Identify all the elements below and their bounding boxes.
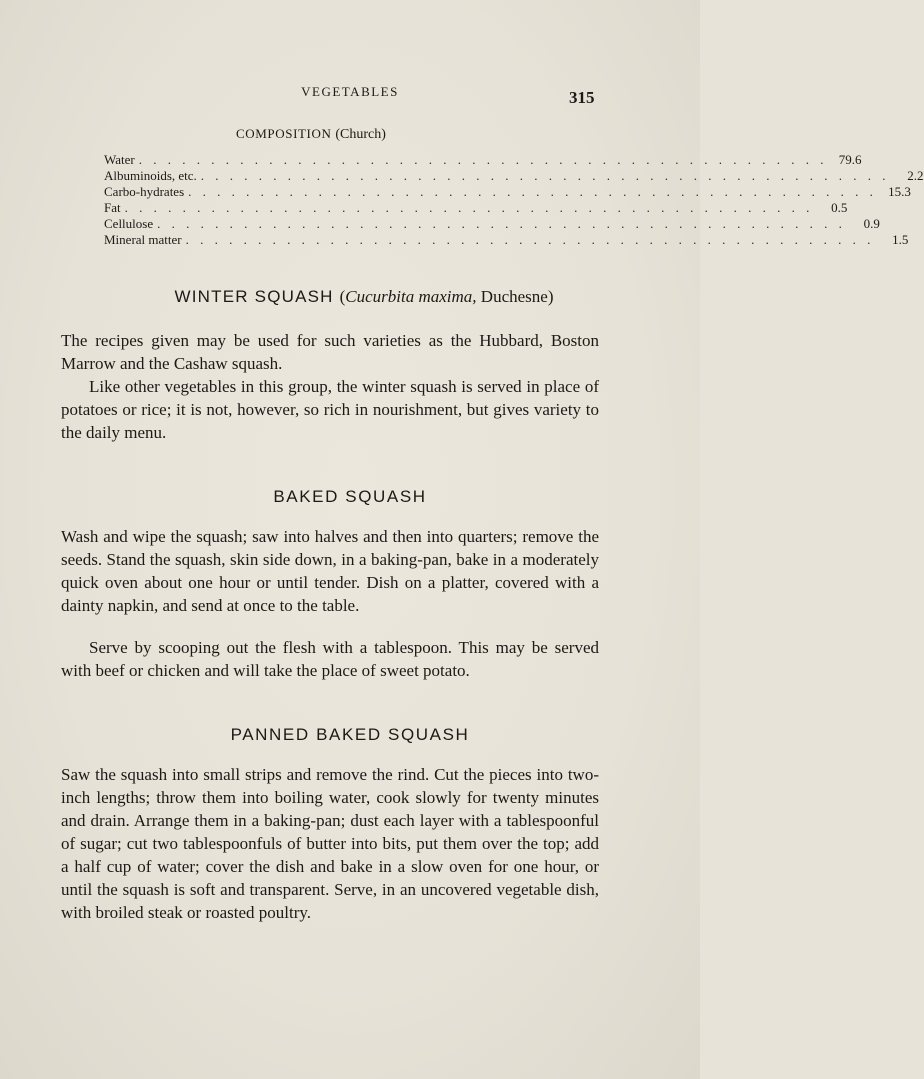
composition-row-mineral-matter — [104, 232, 909, 248]
sci-binomial: Cucurbita maxima, — [345, 287, 477, 306]
composition-title-text: COMPOSITION — [236, 126, 332, 141]
leader-dots: . . . . . . . . . . . . . . . . . . . . . . . . . . . . . . . . . . . . . . . . . . . . . . . . — [138, 152, 828, 167]
winter-squash-title: WINTER SQUASH — [174, 287, 334, 306]
composition-source: (Church) — [335, 127, 386, 142]
composition-row-carbohydrates — [104, 184, 911, 200]
composition-title — [236, 126, 386, 143]
leader-dots: . . . . . . . . . . . . . . . . . . . . . . . . . . . . . . . . . . . . . . . . . . . . . . . . — [200, 168, 890, 183]
leader-dots: . . . . . . . . . . . . . . . . . . . . . . . . . . . . . . . . . . . . . . . . . . . . . . . . — [185, 232, 875, 247]
baked-squash-heading: BAKED SQUASH — [273, 487, 427, 506]
panned-baked-squash-heading: PANNED BAKED SQUASH — [230, 725, 470, 744]
composition-value: 79.6 — [838, 152, 862, 167]
composition-row-cellulose — [104, 216, 880, 232]
composition-value: 2.2 — [907, 168, 924, 183]
composition-row-water — [104, 152, 862, 168]
leader-dots: . . . . . . . . . . . . . . . . . . . . . . . . . . . . . . . . . . . . . . . . . . . . . . . . — [124, 200, 814, 215]
sci-open-paren: ( — [339, 287, 346, 306]
running-head: VEGETABLES — [301, 84, 399, 99]
composition-value: 15.3 — [888, 184, 911, 199]
composition-label: Mineral matter — [104, 232, 182, 247]
composition-value: 0.9 — [863, 216, 880, 231]
winter-squash-paragraph-1: The recipes given may be used for such varieties as the Hubbard, Boston Marrow and the Cashaw squash. — [61, 331, 599, 373]
scientific-name — [340, 287, 554, 306]
composition-row-fat — [104, 200, 848, 216]
composition-label: Fat — [104, 200, 121, 215]
composition-label: Carbo-hydrates — [104, 184, 185, 199]
baked-squash-paragraph-1: Wash and wipe the squash; saw into halves and then into quarters; remove the seeds. Stand the squash, skin side down, in a baking-pan, bake in a moderately quick oven about one hour or until tender. Dish on a platter, covered with a dainty napkin, and send at once to the table. — [61, 527, 599, 615]
composition-row-albuminoids — [104, 168, 924, 184]
panned-baked-squash-paragraph-1: Saw the squash into small strips and remove the rind. Cut the pieces into two-inch lengths; throw them into boiling water, cook slowly for twenty minutes and drain. Arrange them in a baking-pan; dust each layer with a tablespoonful of sugar; cut two tablespoonfuls of butter into bits, put them over the top; add a half cup of water; cover the dish and bake in a slow oven for one hour, or until the squash is soft and transparent. Serve, in an uncovered vegetable dish, with broiled steak or roasted poultry. — [61, 765, 599, 922]
composition-value: 0.5 — [831, 200, 848, 215]
leader-dots: . . . . . . . . . . . . . . . . . . . . . . . . . . . . . . . . . . . . . . . . . . . . . . . . — [188, 184, 877, 199]
composition-label: Albuminoids, etc. — [104, 168, 197, 183]
baked-squash-paragraph-2: Serve by scooping out the flesh with a tablespoon. This may be served with beef or chicken and will take the place of sweet potato. — [61, 638, 599, 680]
sci-authority: Duchesne) — [480, 287, 554, 306]
composition-table — [104, 152, 924, 248]
winter-squash-paragraph-2: Like other vegetables in this group, the winter squash is served in place of potatoes or rice; it is not, however, so rich in nourishment, but gives variety to the daily menu. — [61, 377, 599, 442]
leader-dots: . . . . . . . . . . . . . . . . . . . . . . . . . . . . . . . . . . . . . . . . . . . . . . . . — [157, 216, 846, 231]
composition-label: Cellulose — [104, 216, 154, 231]
winter-squash-heading — [0, 287, 700, 307]
composition-label: Water — [104, 152, 135, 167]
page-number: 315 — [569, 88, 595, 107]
composition-value: 1.5 — [892, 232, 909, 247]
